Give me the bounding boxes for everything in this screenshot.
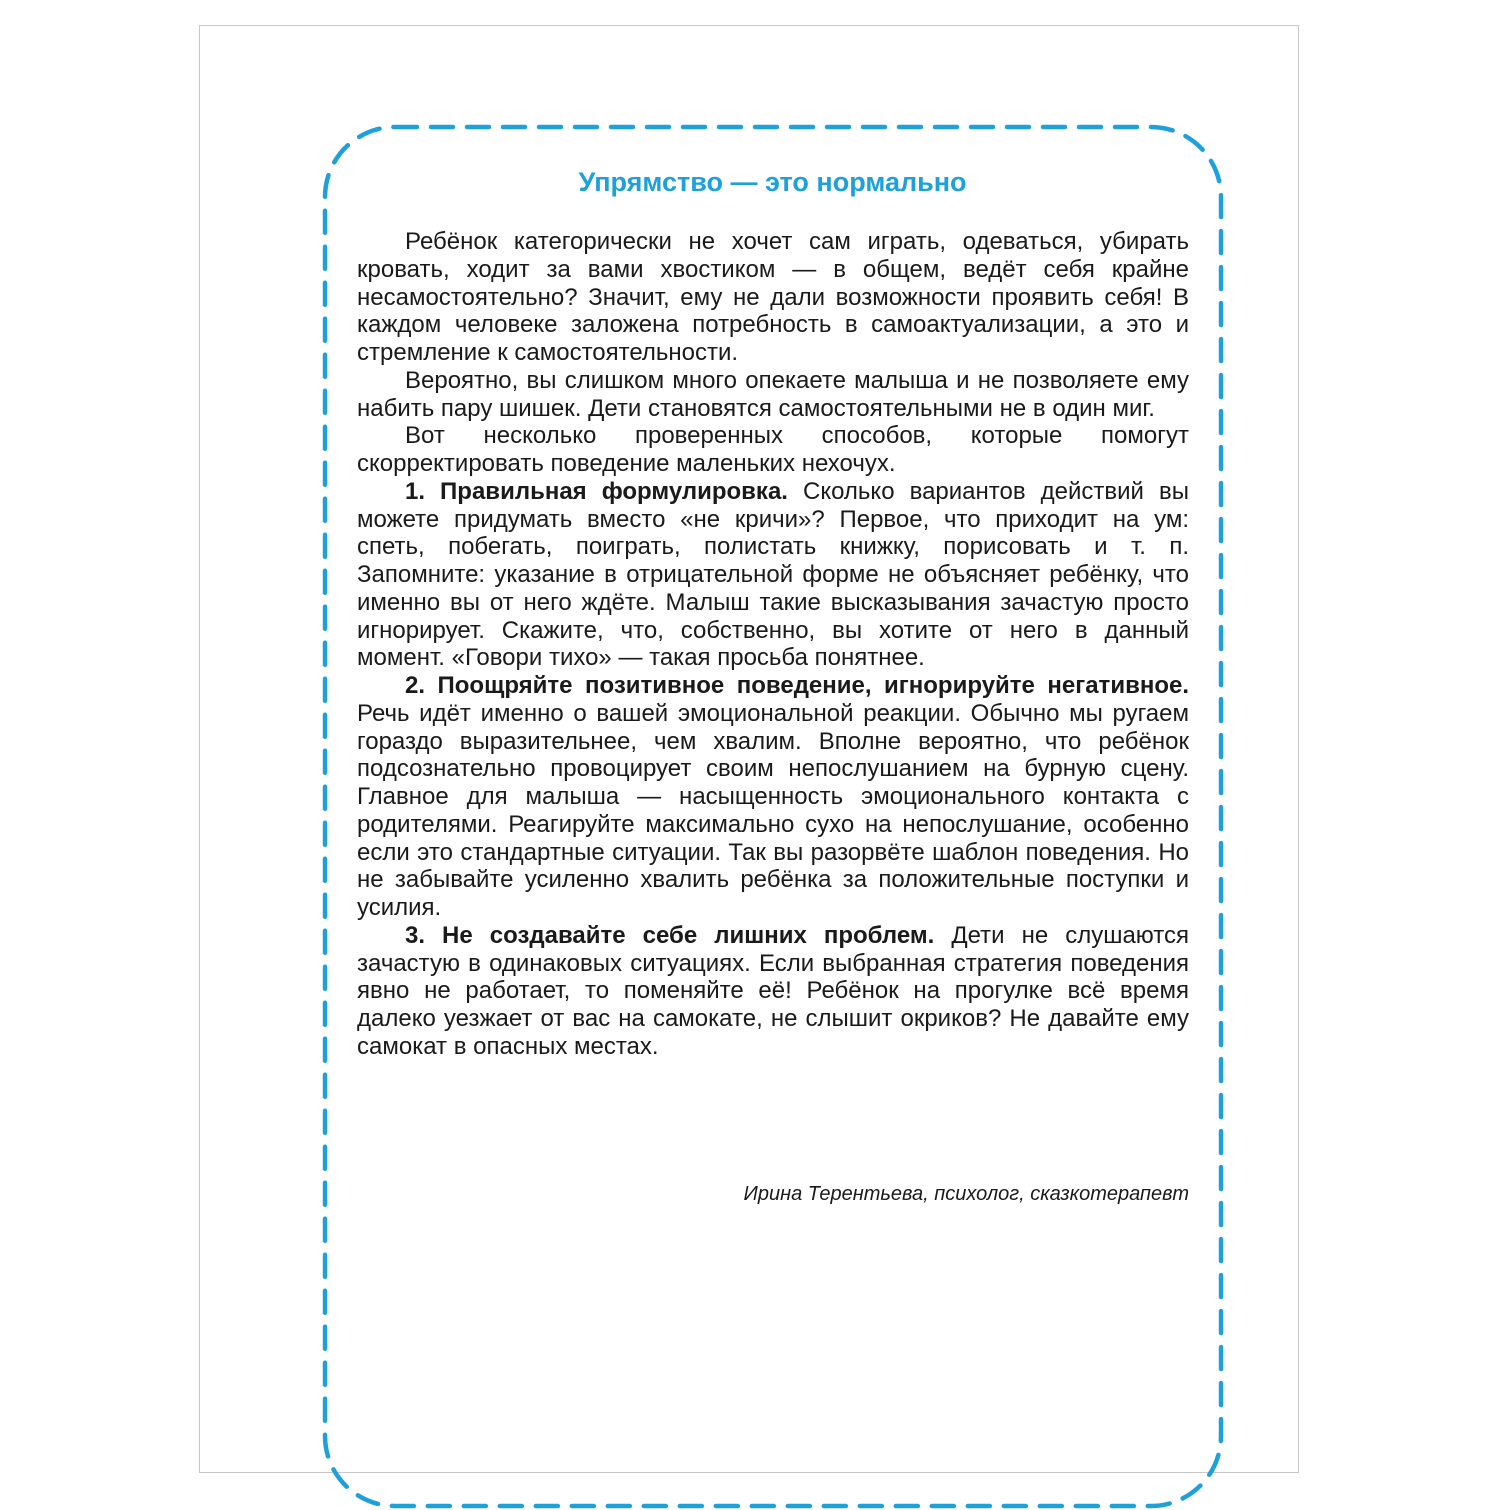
paragraph-tip-1 [357, 478, 1189, 672]
tip-heading: 3. Не создавайте себе лишних проблем. [405, 921, 935, 949]
author-signature: Ирина Терентьева, психолог, сказкотерапевт [743, 1183, 1189, 1205]
paragraph-text: Сколько вариантов действий вы можете придумать вместо «не кричи»? Первое, что приходит на ум: спеть, побегать, поиграть, полистать книжку, порисовать и т. п. Запомните: указание в отрицательной форме не объясняет ребёнку, что именно вы от него ждёте. Малыш такие высказывания зачастую просто игнорирует. Скажите, что, собственно, вы хотите от него в данный момент. «Говори тихо» — такая просьба понятнее. [357, 477, 1189, 672]
paragraph-methods-intro [357, 422, 1189, 478]
paragraph-text: Вероятно, вы слишком много опекаете малыша и не позволяете ему набить пару шишек. Дети становятся самостоятельными не в один миг. [357, 366, 1189, 422]
paragraph-overprotection [357, 367, 1189, 423]
article-body [357, 228, 1189, 1061]
article-title: Упрямство — это нормально [578, 167, 967, 197]
paragraph-tip-2 [357, 672, 1189, 922]
paragraph-text: Дети не слушаются зачастую в одинаковых ситуациях. Если выбранная стратегия поведения явно не работает, то поменяйте её! Ребёнок на прогулке всё время далеко уезжает от вас на самокате, не слышит окриков? Не давайте ему самокат в опасных местах. [357, 921, 1189, 1060]
tip-heading: 2. Поощряйте позитивное поведение, игнорируйте негативное. [405, 672, 1189, 699]
paragraph-tip-3 [357, 922, 1189, 1061]
paragraph-text: Вот несколько проверенных способов, которые помогут скорректировать поведение маленьких нехочух. [357, 422, 1189, 477]
paragraph-intro [357, 228, 1189, 367]
tip-heading: 1. Правильная формулировка. [405, 477, 788, 505]
paragraph-text: Речь идёт именно о вашей эмоциональной реакции. Обычно мы ругаем гораздо выразительнее, чем хвалим. Вполне вероятно, что ребёнок подсознательно провоцирует своим непослушанием на бурную сцену. Главное для малыша — насыщенность эмоционального контакта с родителями. Реагируйте максимально сухо на непослушание, особенно если это стандартные ситуации. Так вы разорвёте шаблон поведения. Но не забывайте усиленно хвалить ребёнка за положительные поступки и усилия. [357, 699, 1189, 921]
paragraph-text: Ребёнок категорически не хочет сам играть, одеваться, убирать кровать, ходит за вами хвостиком — в общем, ведёт себя крайне несамостоятельно? Значит, ему не дали возможности проявить себя! В каждом человеке заложена потребность в самоактуализации, а это и стремление к самостоятельности. [357, 228, 1189, 366]
